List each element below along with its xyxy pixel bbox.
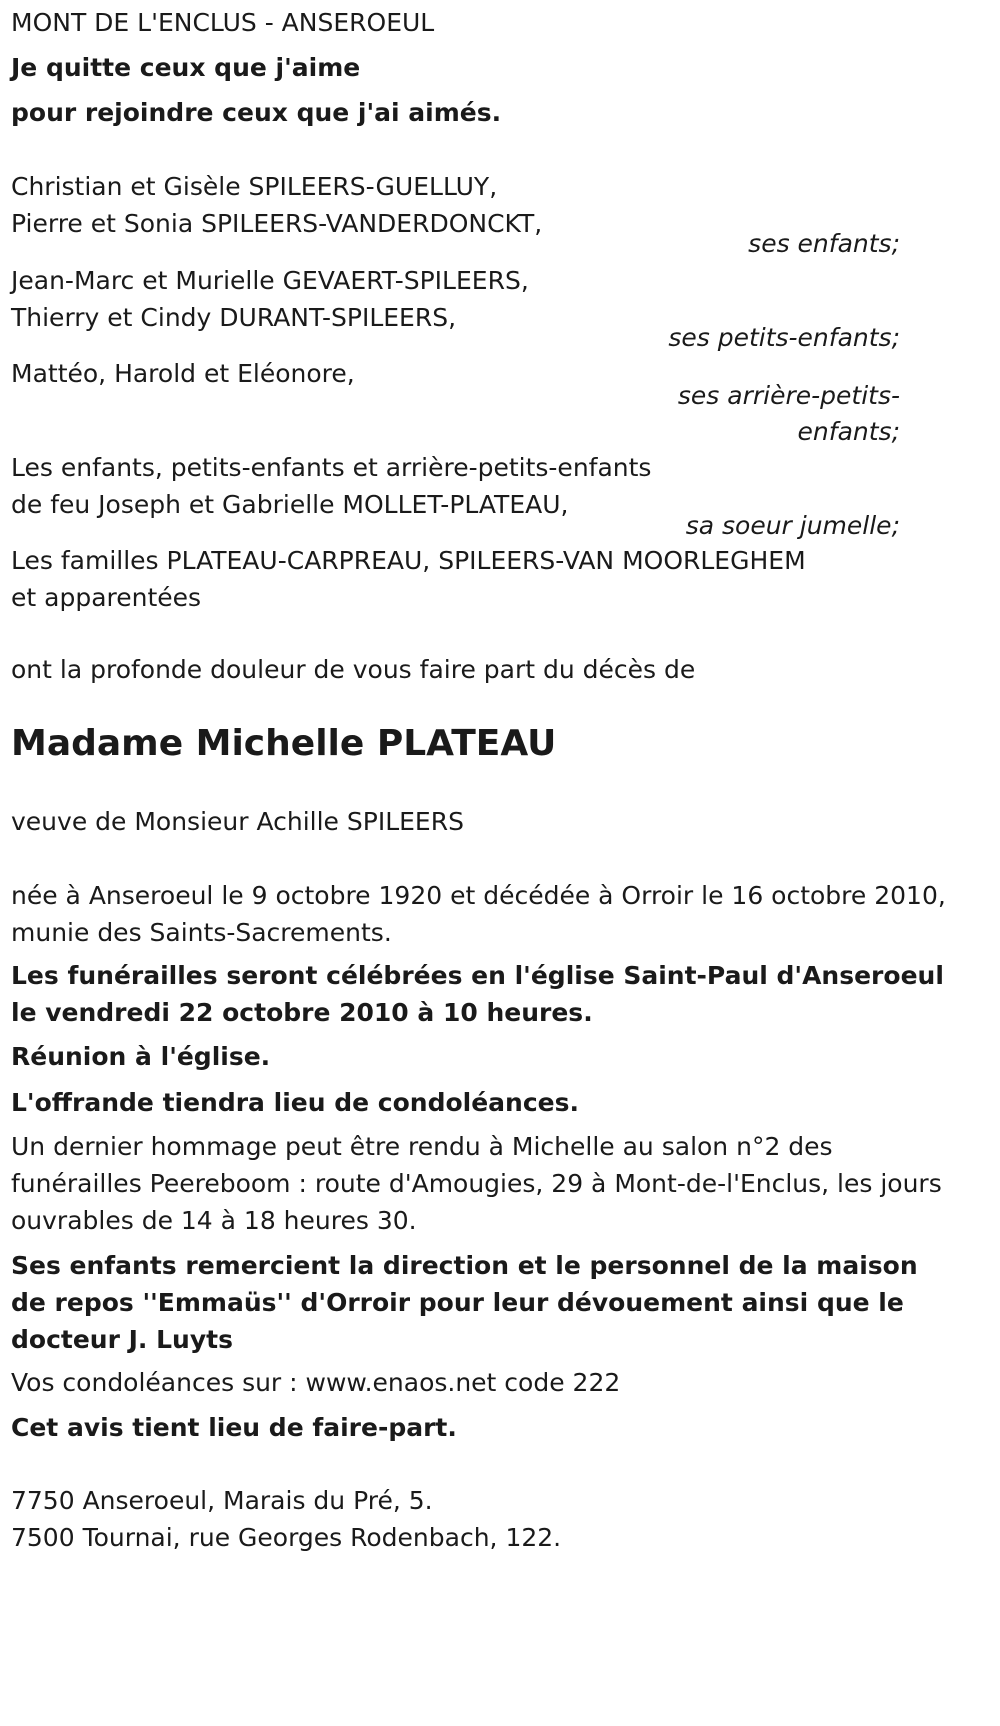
- grandchildren-line: Thierry et Cindy DURANT-SPILEERS,: [11, 303, 457, 332]
- children-line: Pierre et Sonia SPILEERS-VANDERDONCKT,: [11, 209, 543, 238]
- great-grandchildren-relation-1: ses arrière-petits-: [677, 381, 900, 410]
- sister-line: de feu Joseph et Gabrielle MOLLET-PLATEAU,: [11, 490, 569, 519]
- condolences: [11, 1364, 1000, 1401]
- quote-line-2: pour rejoindre ceux que j'ai aimés.: [11, 98, 502, 127]
- addresses: [11, 1482, 1000, 1556]
- address-line: 7500 Tournai, rue Georges Rodenbach, 122.: [11, 1523, 562, 1552]
- meeting-text: Réunion à l'église.: [11, 1042, 271, 1071]
- families-line: Les familles PLATEAU-CARPREAU, SPILEERS-VAN MOORLEGHEM: [11, 546, 806, 575]
- families-line: et apparentées: [11, 583, 202, 612]
- announcement-text: ont la profonde douleur de vous faire part du décès de: [11, 655, 696, 684]
- tribute-text: Un dernier hommage peut être rendu à Michelle au salon n°2 des funérailles Peereboom : route d'Amougies, 29 à Mont-de-l'Enclus, les jours ouvrables de 14 à 18 heures 30.: [11, 1132, 942, 1235]
- children-line: Christian et Gisèle SPILEERS-GUELLUY,: [11, 172, 498, 201]
- ceremony-text: Les funérailles seront célébrées en l'église Saint-Paul d'Anseroeul le vendredi 22 octobre 2010 à 10 heures.: [11, 961, 944, 1027]
- families-group: [11, 542, 1000, 616]
- notice: [11, 1409, 1000, 1446]
- great-grandchildren-line: Mattéo, Harold et Eléonore,: [11, 359, 355, 388]
- meeting: [11, 1038, 1000, 1075]
- thanks-text: Ses enfants remercient la direction et le personnel de la maison de repos ''Emmaüs'' d'Orroir pour leur dévouement ainsi que le docteur J. Luyts: [11, 1251, 918, 1354]
- notice-text: Cet avis tient lieu de faire-part.: [11, 1413, 457, 1442]
- header: [11, 4, 1000, 131]
- deceased-name: [11, 720, 1000, 768]
- great-grandchildren-relation-2: enfants;: [797, 417, 900, 446]
- thanks: [11, 1247, 1000, 1358]
- condolences-text: Vos condoléances sur : www.enaos.net code 222: [11, 1368, 621, 1397]
- widow-of-text: veuve de Monsieur Achille SPILEERS: [11, 807, 464, 836]
- grandchildren-line: Jean-Marc et Murielle GEVAERT-SPILEERS,: [11, 266, 529, 295]
- widow-of: [11, 803, 1000, 840]
- sister-relation: sa soeur jumelle;: [685, 511, 900, 540]
- location-heading: MONT DE L'ENCLUS - ANSEROEUL: [11, 8, 435, 37]
- children-relation: ses enfants;: [748, 229, 900, 258]
- grandchildren-relation: ses petits-enfants;: [668, 323, 900, 352]
- birth-death: [11, 877, 1000, 951]
- announcement: [11, 651, 1000, 688]
- offering: [11, 1084, 1000, 1121]
- sister-line: Les enfants, petits-enfants et arrière-petits-enfants: [11, 453, 652, 482]
- birth-death-text: née à Anseroeul le 9 octobre 1920 et décédée à Orroir le 16 octobre 2010, munie des Saints-Sacrements.: [11, 881, 946, 947]
- address-line: 7750 Anseroeul, Marais du Pré, 5.: [11, 1486, 433, 1515]
- quote-line-1: Je quitte ceux que j'aime: [11, 53, 361, 82]
- offering-text: L'offrande tiendra lieu de condoléances.: [11, 1088, 579, 1117]
- deceased-name-text: Madame Michelle PLATEAU: [11, 723, 557, 764]
- ceremony: [11, 957, 1000, 1031]
- tribute: [11, 1128, 1000, 1239]
